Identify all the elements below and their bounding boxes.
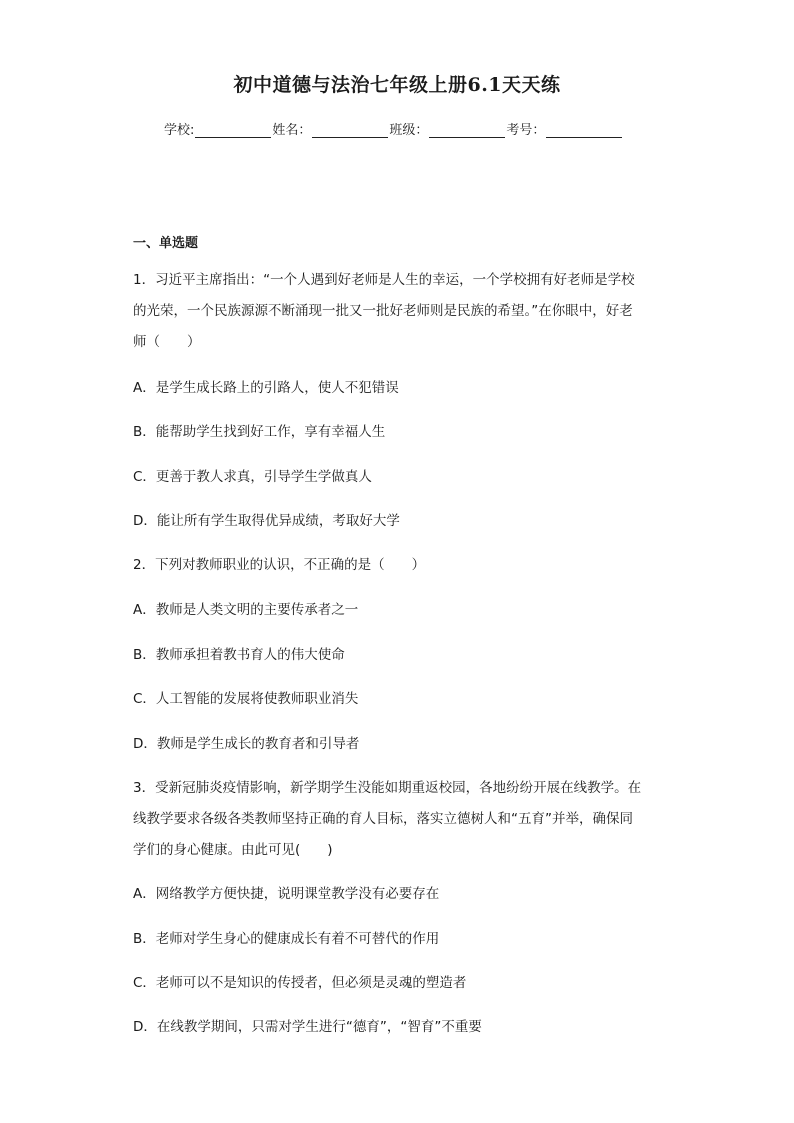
- question-3-stem-line-2: 线教学要求各级各类教师坚持正确的育人目标，落实立德树人和“五育”并举，确保同: [133, 811, 633, 827]
- student-info-row: [164, 119, 623, 138]
- school-label: 学校:: [164, 123, 195, 138]
- question-2-option-b: B．教师承担着教书育人的伟大使命: [133, 647, 345, 663]
- page-title: 初中道德与法治七年级上册6.1天天练: [233, 74, 561, 96]
- question-1-option-a: A．是学生成长路上的引路人，使人不犯错误: [133, 380, 399, 396]
- question-1-stem-line-2: 的光荣，一个民族源源不断涌现一批又一批好老师则是民族的希望。”在你眼中，好老: [133, 303, 633, 319]
- question-3-option-d: D．在线教学期间，只需对学生进行“德育”，“智育”不重要: [133, 1019, 482, 1035]
- name-blank: [312, 123, 388, 138]
- question-1-stem-line-3: 师（ ）: [133, 334, 201, 350]
- question-3-option-b: B．老师对学生身心的健康成长有着不可替代的作用: [133, 931, 440, 947]
- question-2-option-d: D．教师是学生成长的教育者和引导者: [133, 736, 360, 752]
- question-1-option-c: C．更善于教人求真，引导学生学做真人: [133, 469, 372, 485]
- exam-number-blank: [546, 123, 622, 138]
- question-1-option-b: B．能帮助学生找到好工作，享有幸福人生: [133, 424, 386, 440]
- question-3-option-c: C．老师可以不是知识的传授者，但必须是灵魂的塑造者: [133, 975, 467, 991]
- question-3-stem-line-1: 3．受新冠肺炎疫情影响，新学期学生没能如期重返校园，各地纷纷开展在线教学。在: [133, 780, 642, 796]
- question-2-option-c: C．人工智能的发展将使教师职业消失: [133, 691, 359, 707]
- question-1-stem-line-1: 1．习近平主席指出：“一个人遇到好老师是人生的幸运，一个学校拥有好老师是学校: [133, 272, 635, 288]
- exam-number-label: 考号：: [506, 123, 546, 138]
- school-blank: [195, 123, 271, 138]
- question-3-stem-line-3: 学们的身心健康。由此可见( ): [133, 842, 333, 858]
- question-2-option-a: A．教师是人类文明的主要传承者之一: [133, 602, 359, 618]
- name-label: 姓名：: [272, 123, 312, 138]
- question-2-stem-line-1: 2．下列对教师职业的认识，不正确的是（ ）: [133, 557, 426, 573]
- class-blank: [429, 123, 505, 138]
- section-heading: 一、单选题: [133, 236, 199, 251]
- question-3-option-a: A．网络教学方便快捷，说明课堂教学没有必要存在: [133, 886, 440, 902]
- class-label: 班级：: [389, 123, 429, 138]
- question-1-option-d: D．能让所有学生取得优异成绩，考取好大学: [133, 513, 400, 529]
